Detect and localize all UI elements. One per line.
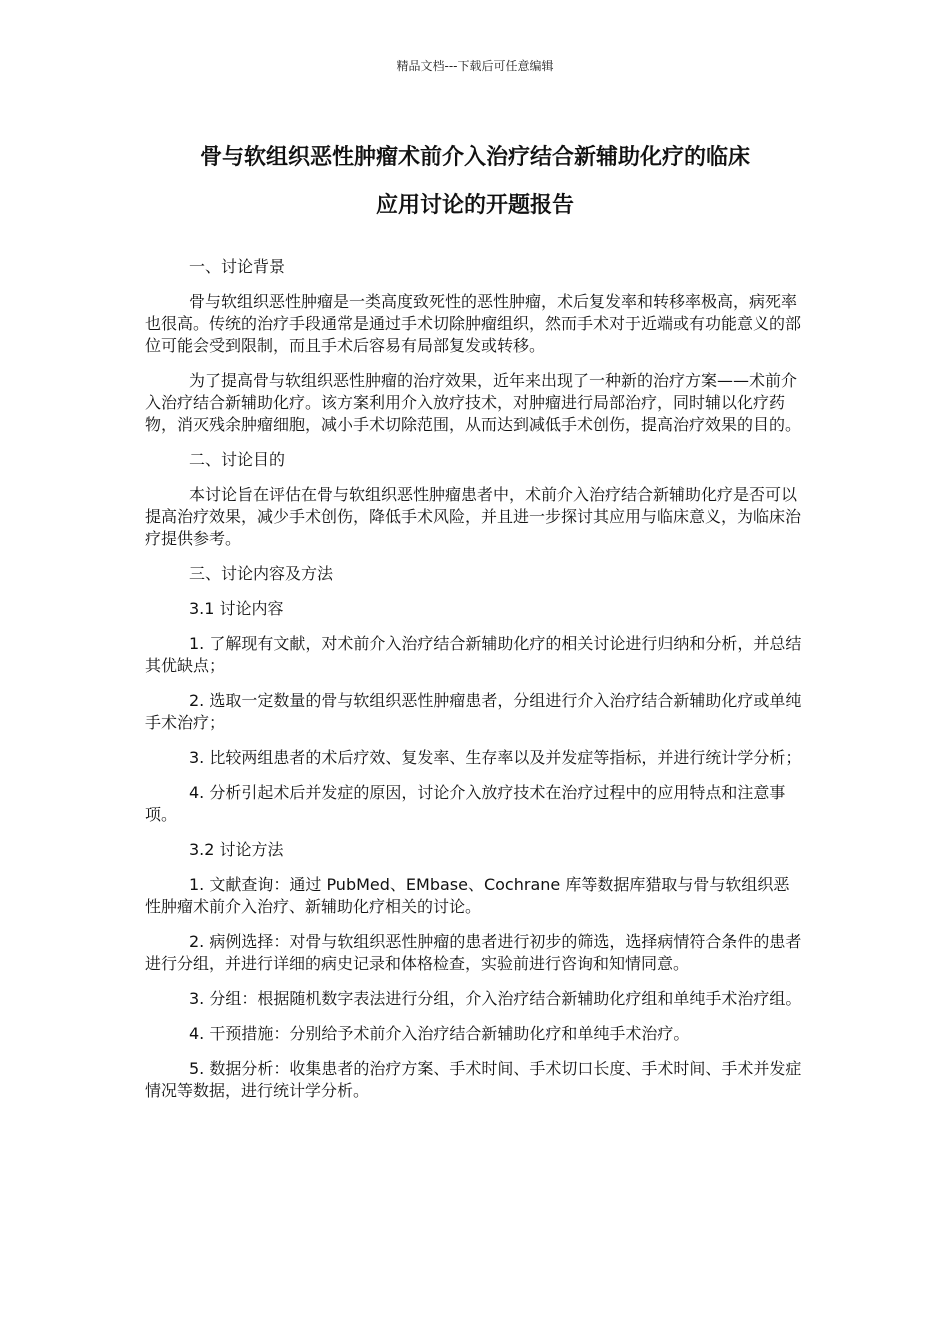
paragraph: 骨与软组织恶性肿瘤是一类高度致死性的恶性肿瘤，术后复发率和转移率极高，病死率也很高。传统的治疗手段通常是通过手术切除肿瘤组织，然而手术对于近端或有功能意义的部位可能会受到限制，而且手术后容易有局部复发或转移。 (145, 292, 802, 355)
section-heading: 二、讨论目的 (189, 450, 286, 469)
document-title (120, 134, 830, 230)
section-heading: 一、讨论背景 (189, 257, 286, 276)
list-item: 2. 选取一定数量的骨与软组织恶性肿瘤患者，分组进行介入治疗结合新辅助化疗或单纯手术治疗； (145, 691, 802, 732)
header-note: 精品文档---下载后可任意编辑 (396, 59, 554, 73)
document-body (145, 256, 805, 1115)
list-item: 2. 病例选择：对骨与软组织恶性肿瘤的患者进行初步的筛选，选择病情符合条件的患者进行分组，并进行详细的病史记录和体格检查，实验前进行咨询和知情同意。 (145, 932, 802, 973)
subsection-heading: 3.2 讨论方法 (189, 840, 284, 859)
list-item: 4. 分析引起术后并发症的原因，讨论介入放疗技术在治疗过程中的应用特点和注意事项。 (145, 783, 786, 824)
list-item: 1. 了解现有文献，对术前介入治疗结合新辅助化疗的相关讨论进行归纳和分析，并总结其优缺点； (145, 634, 802, 675)
list-item: 5. 数据分析：收集患者的治疗方案、手术时间、手术切口长度、手术时间、手术并发症情况等数据，进行统计学分析。 (145, 1059, 802, 1100)
list-item: 4. 干预措施：分别给予术前介入治疗结合新辅助化疗和单纯手术治疗。 (189, 1024, 690, 1043)
list-item: 3. 比较两组患者的术后疗效、复发率、生存率以及并发症等指标，并进行统计学分析； (189, 748, 802, 767)
paragraph: 本讨论旨在评估在骨与软组织恶性肿瘤患者中，术前介入治疗结合新辅助化疗是否可以提高治疗效果，减少手术创伤，降低手术风险，并且进一步探讨其应用与临床意义，为临床治疗提供参考。 (145, 485, 802, 548)
subsection-heading: 3.1 讨论内容 (189, 599, 284, 618)
section-heading: 三、讨论内容及方法 (189, 564, 334, 583)
title-line-2: 应用讨论的开题报告 (375, 193, 574, 218)
paragraph: 为了提高骨与软组织恶性肿瘤的治疗效果，近年来出现了一种新的治疗方案——术前介入治疗结合新辅助化疗。该方案利用介入放疗技术，对肿瘤进行局部治疗，同时辅以化疗药物，消灭残余肿瘤细胞，减小手术切除范围，从而达到减低手术创伤，提高治疗效果的目的。 (145, 371, 802, 434)
title-line-1: 骨与软组织恶性肿瘤术前介入治疗结合新辅助化疗的临床 (199, 145, 750, 170)
list-item: 3. 分组：根据随机数字表法进行分组，介入治疗结合新辅助化疗组和单纯手术治疗组。 (189, 989, 802, 1008)
list-item: 1. 文献查询：通过 PubMed、EMbase、Cochrane 库等数据库猎取与骨与软组织恶性肿瘤术前介入治疗、新辅助化疗相关的讨论。 (145, 875, 790, 916)
